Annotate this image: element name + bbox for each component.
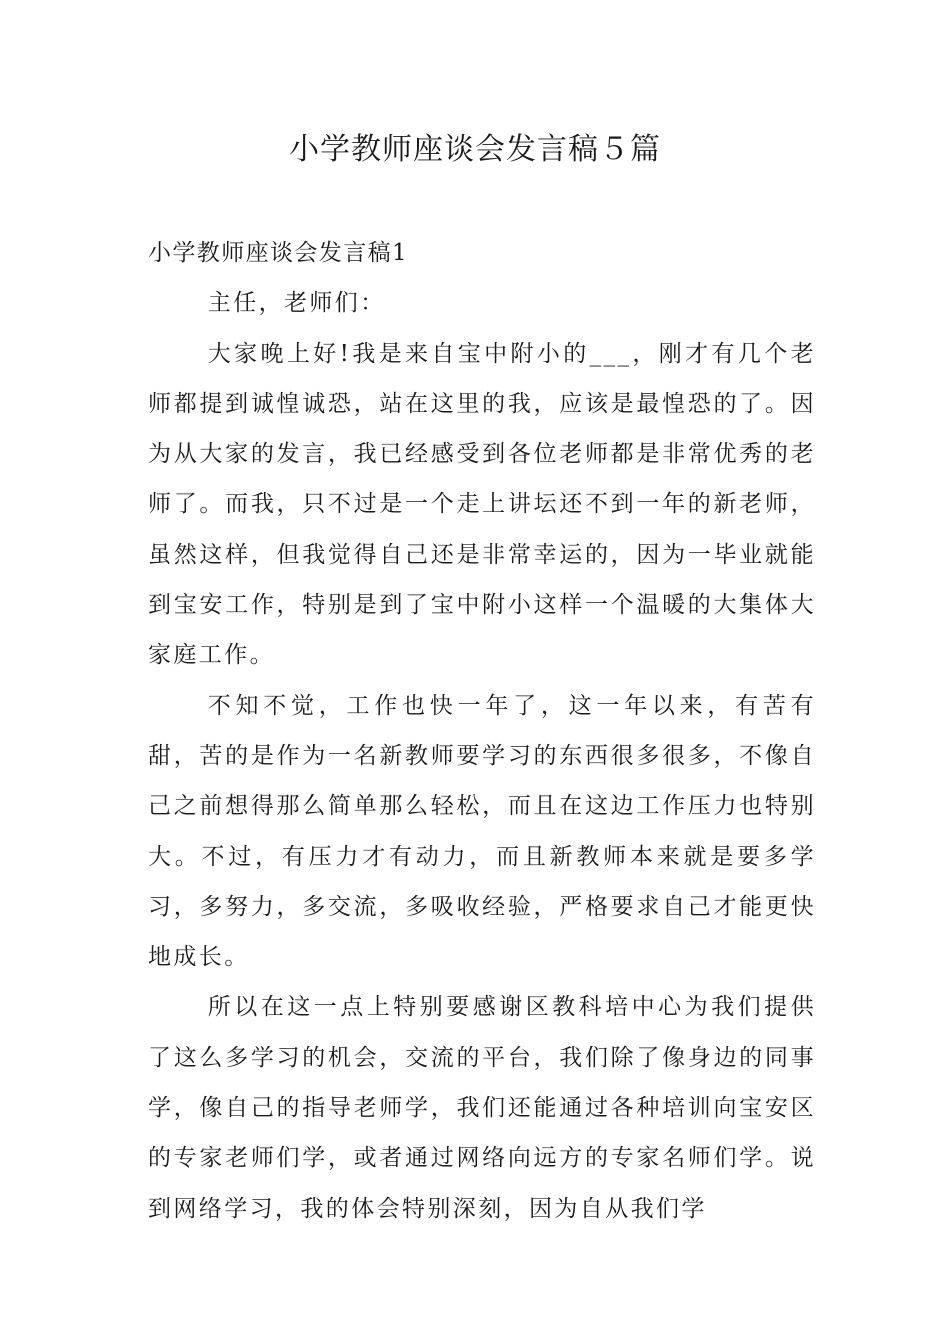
document-title: 小学教师座谈会发言稿５篇	[289, 132, 661, 167]
paragraph-salutation: 主任，老师们：	[207, 290, 386, 317]
section-heading: 小学教师座谈会发言稿1	[148, 240, 409, 266]
paragraph-3: 所以在这一点上特别要感谢区教科培中心为我们提供了这么多学习的机会，交流的平台，我们除了像身边的同事学，像自己的指导老师学，我们还能通过各种培训向宝安区的专家老师们学，或者通过网络向远方的专家名师们学。说到网络学习，我的体会特别深刻，因为自从我们学	[148, 994, 816, 1222]
document-body	[148, 225, 816, 1234]
paragraph-1: 大家晚上好!我是来自宝中附小的___，刚才有几个老师都提到诚惶诚恐，站在这里的我，应该是最惶恐的了。因为从大家的发言，我已经感受到各位老师都是非常优秀的老师了。而我，只不过是一个走上讲坛还不到一年的新老师，虽然这样，但我觉得自己还是非常幸运的，因为一毕业就能到宝安工作，特别是到了宝中附小这样一个温暖的大集体大家庭工作。	[148, 340, 816, 669]
paragraph-2: 不知不觉，工作也快一年了，这一年以来，有苦有甜，苦的是作为一名新教师要学习的东西很多很多，不像自己之前想得那么简单那么轻松，而且在这边工作压力也特别大。不过，有压力才有动力，而且新教师本来就是要多学习，多努力，多交流，多吸收经验，严格要求自己才能更快地成长。	[148, 692, 816, 971]
